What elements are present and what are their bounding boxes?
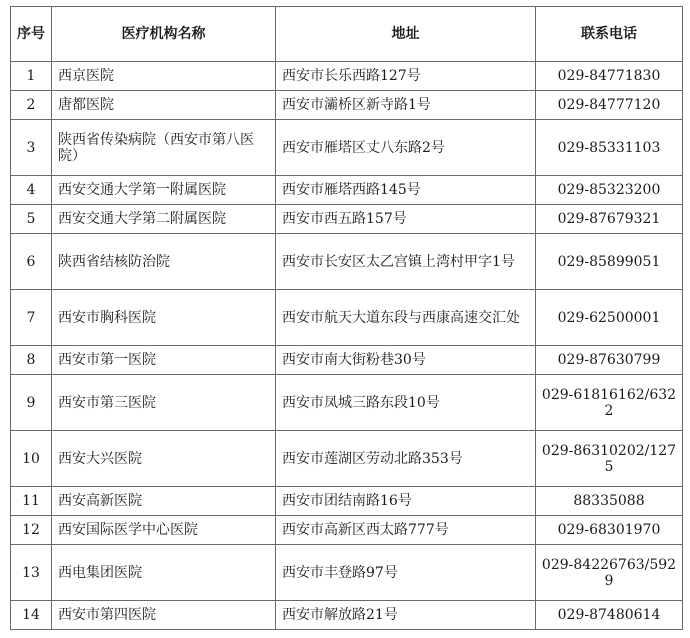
row-index: 8 [11,346,52,375]
table-row [11,62,683,91]
table-row [11,375,683,431]
row-address: 西安市南大街粉巷30号 [276,346,536,375]
row-hospital-name: 西安交通大学第二附属医院 [52,205,276,234]
row-address: 西安市灞桥区新寺路1号 [276,91,536,120]
header-name: 医疗机构名称 [52,7,276,62]
table-row [11,346,683,375]
row-index: 1 [11,62,52,91]
header-phone: 联系电话 [536,7,683,62]
row-index: 9 [11,375,52,431]
row-phone: 029-86310202/1275 [536,431,683,487]
table-row [11,487,683,516]
row-index: 4 [11,176,52,205]
row-address: 西安市雁塔区丈八东路2号 [276,120,536,176]
table-row [11,431,683,487]
header-index: 序号 [11,7,52,62]
row-phone: 029-85899051 [536,234,683,290]
row-address: 西安市航天大道东段与西康高速交汇处 [276,290,536,346]
row-hospital-name: 西安国际医学中心医院 [52,516,276,545]
row-phone: 029-84226763/5929 [536,545,683,601]
row-hospital-name: 西安大兴医院 [52,431,276,487]
row-phone: 88335088 [536,487,683,516]
row-index: 5 [11,205,52,234]
row-phone: 029-68301970 [536,516,683,545]
row-address: 西安市莲湖区劳动北路353号 [276,431,536,487]
row-index: 7 [11,290,52,346]
table-row [11,234,683,290]
row-index: 3 [11,120,52,176]
row-hospital-name: 西京医院 [52,62,276,91]
row-phone: 029-84771830 [536,62,683,91]
hospital-table [10,6,683,630]
row-phone: 029-84777120 [536,91,683,120]
table-row [11,545,683,601]
row-hospital-name: 陕西省传染病院（西安市第八医院） [52,120,276,176]
row-phone: 029-85331103 [536,120,683,176]
row-index: 14 [11,601,52,630]
table-row [11,120,683,176]
row-hospital-name: 西安市第三医院 [52,375,276,431]
row-address: 西安市西五路157号 [276,205,536,234]
row-index: 13 [11,545,52,601]
row-address: 西安市凤城三路东段10号 [276,375,536,431]
row-hospital-name: 西安高新医院 [52,487,276,516]
row-phone: 029-85323200 [536,176,683,205]
row-index: 6 [11,234,52,290]
table-header-row [11,7,683,62]
row-hospital-name: 西安市第一医院 [52,346,276,375]
row-phone: 029-87480614 [536,601,683,630]
row-address: 西安市长乐西路127号 [276,62,536,91]
row-hospital-name: 西安市第四医院 [52,601,276,630]
row-index: 12 [11,516,52,545]
row-address: 西安市解放路21号 [276,601,536,630]
row-address: 西安市雁塔西路145号 [276,176,536,205]
row-phone: 029-87630799 [536,346,683,375]
table-row [11,176,683,205]
row-address: 西安市长安区太乙宫镇上湾村甲字1号 [276,234,536,290]
row-hospital-name: 陕西省结核防治院 [52,234,276,290]
table-row [11,516,683,545]
row-hospital-name: 西安市胸科医院 [52,290,276,346]
table-row [11,205,683,234]
row-phone: 029-61816162/6322 [536,375,683,431]
row-address: 西安市高新区西太路777号 [276,516,536,545]
row-phone: 029-87679321 [536,205,683,234]
row-address: 西安市丰登路97号 [276,545,536,601]
row-index: 11 [11,487,52,516]
row-phone: 029-62500001 [536,290,683,346]
header-address: 地址 [276,7,536,62]
row-index: 10 [11,431,52,487]
row-address: 西安市团结南路16号 [276,487,536,516]
table-row [11,601,683,630]
table-row [11,91,683,120]
row-hospital-name: 西安交通大学第一附属医院 [52,176,276,205]
row-hospital-name: 唐都医院 [52,91,276,120]
table-row [11,290,683,346]
row-index: 2 [11,91,52,120]
row-hospital-name: 西电集团医院 [52,545,276,601]
